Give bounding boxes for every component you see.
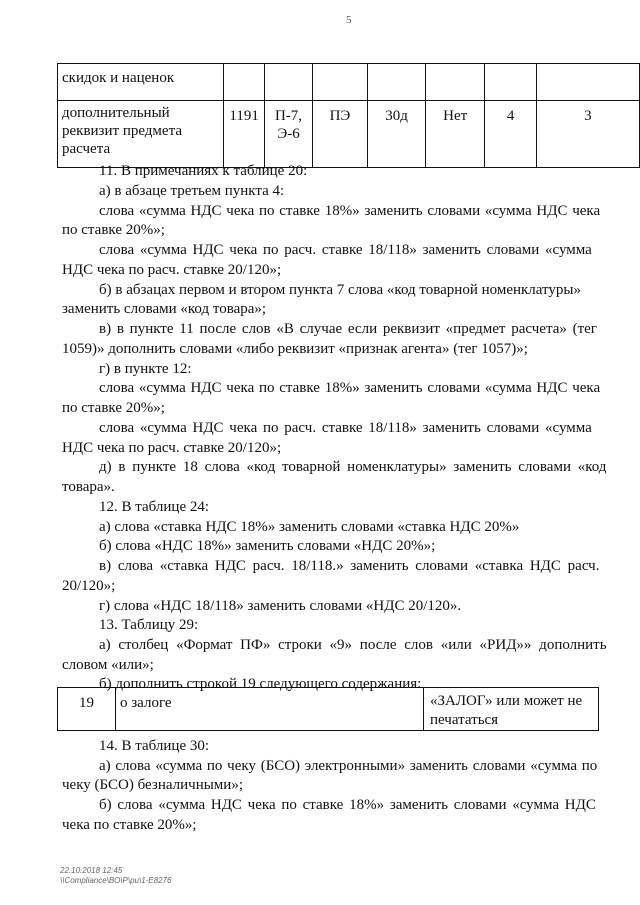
pledge-row-table — [57, 687, 599, 731]
fiscal-attribute-table — [57, 63, 640, 168]
paragraph-line: г) в пункте 12: — [99, 361, 192, 377]
paragraph-line: слова «сумма НДС чека по расч. ставке 18/118» заменить словами «сумма — [99, 420, 592, 436]
paragraph-line: б) дополнить строкой 19 следующего содержания: — [99, 676, 422, 692]
paragraph-line: а) столбец «Формат ПФ» строки «9» после слов «или «РИД»» дополнить — [99, 637, 607, 653]
cell-line: Э-6 — [277, 126, 300, 142]
paragraph-line: д) в пункте 18 слова «код товарной номенклатуры» заменить словами «код — [99, 459, 607, 475]
table-cell: о залоге — [116, 688, 424, 731]
table-cell — [58, 101, 224, 168]
table-cell: 19 — [58, 688, 116, 731]
paragraph-line: б) слова «сумма НДС чека по ставке 18%» заменить словами «сумма НДС — [99, 797, 596, 813]
table-cell: 3 — [536, 101, 639, 168]
page-number: 5 — [346, 14, 352, 26]
table-row — [58, 688, 599, 731]
section-heading: 11. В примечаниях к таблице 20: — [99, 163, 308, 179]
table-cell — [265, 64, 312, 101]
paragraph-line: товара». — [62, 479, 115, 495]
footer-path: \\Compliance\ВО\Р\pu\1-Е8276 — [60, 876, 172, 885]
table-cell — [312, 64, 368, 101]
table-cell — [425, 64, 485, 101]
cell-line: дополнительный — [62, 105, 170, 121]
cell-line: расчета — [62, 141, 111, 157]
paragraph-line: слова «сумма НДС чека по расч. ставке 18/118» заменить словами «сумма — [99, 242, 592, 258]
table-cell — [424, 688, 599, 731]
paragraph-line: в) слова «ставка НДС расч. 18/118.» заменить словами «ставка НДС расч. — [99, 558, 600, 574]
paragraph-line: 20/120»; — [62, 578, 116, 594]
cell-line: печататься — [430, 712, 499, 728]
table-cell: скидок и наценок — [58, 64, 224, 101]
table-row — [58, 64, 640, 101]
cell-line: П-7, — [274, 108, 303, 124]
paragraph-line: слова «сумма НДС чека по ставке 18%» заменить словами «сумма НДС чека — [99, 380, 601, 396]
paragraph-line: НДС чека по расч. ставке 20/120»; — [62, 262, 282, 278]
footer-timestamp: 22.10.2018 12:45 — [60, 866, 123, 875]
paragraph-line: а) в абзаце третьем пункта 4: — [99, 183, 285, 199]
table-cell: ПЭ — [312, 101, 368, 168]
section-heading: 13. Таблицу 29: — [99, 617, 199, 633]
cell-line: «ЗАЛОГ» или может не — [430, 693, 583, 709]
section-heading: 12. В таблице 24: — [99, 499, 210, 515]
table-cell: 4 — [485, 101, 536, 168]
paragraph-line: в) в пункте 11 после слов «В случае если реквизит «предмет расчета» (тег — [99, 321, 597, 337]
table-cell: 1191 — [223, 101, 265, 168]
paragraph-line: б) в абзацах первом и втором пункта 7 слова «код товарной номенклатуры» — [99, 282, 581, 298]
paragraph-line: чеку (БСО) безналичными»; — [62, 777, 243, 793]
table-cell — [265, 101, 312, 168]
paragraph-line: слова «сумма НДС чека по ставке 18%» заменить словами «сумма НДС чека — [99, 203, 601, 219]
paragraph-line: 1059)» дополнить словами «либо реквизит «признак агента» (тег 1057)»; — [62, 341, 528, 357]
table-cell — [485, 64, 536, 101]
paragraph-line: чека по ставке 20%»; — [62, 817, 197, 833]
table-cell — [536, 64, 639, 101]
table-row — [58, 101, 640, 168]
paragraph-line: б) слова «НДС 18%» заменить словами «НДС 20%»; — [99, 538, 436, 554]
paragraph-line: заменить словами «код товара»; — [62, 301, 267, 317]
paragraph-line: г) слова «НДС 18/118» заменить словами «НДС 20/120». — [99, 598, 462, 614]
section-heading: 14. В таблице 30: — [99, 738, 210, 754]
table-cell — [223, 64, 265, 101]
paragraph-line: по ставке 20%»; — [62, 222, 165, 238]
cell-line: реквизит предмета — [62, 123, 182, 139]
paragraph-line: а) слова «сумма по чеку (БСО) электронными» заменить словами «сумма по — [99, 758, 598, 774]
table-cell — [368, 64, 426, 101]
paragraph-line: НДС чека по расч. ставке 20/120»; — [62, 440, 282, 456]
paragraph-line: а) слова «ставка НДС 18%» заменить словами «ставка НДС 20%» — [99, 519, 520, 535]
paragraph-line: по ставке 20%»; — [62, 400, 165, 416]
table-cell: 30д — [368, 101, 426, 168]
table-cell: Нет — [425, 101, 485, 168]
paragraph-line: словом «или»; — [62, 657, 154, 673]
